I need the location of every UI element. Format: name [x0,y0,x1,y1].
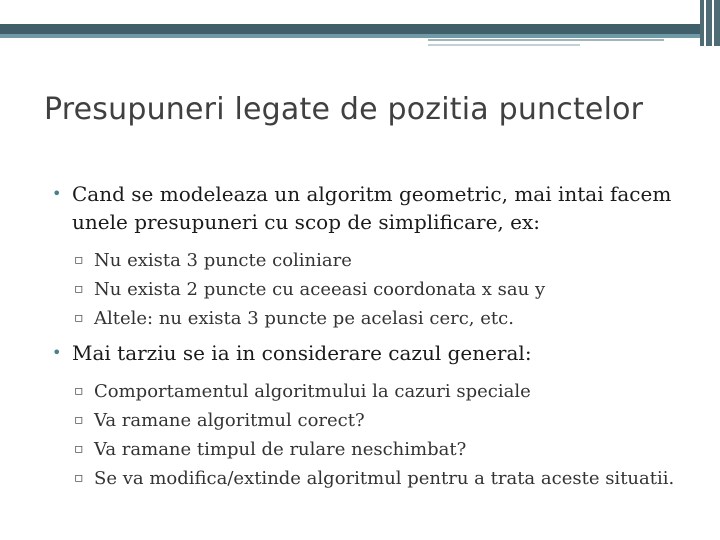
sub-bullet-item [52,275,702,304]
bullet-dot-icon: • [52,343,62,362]
corner-block [700,0,720,46]
sub-bullet-square-icon: ▫ [74,310,84,326]
bullet-text: Mai tarziu se ia in considerare cazul general: [72,341,532,365]
sub-bullet-list [52,246,702,333]
top-accent-line [428,39,664,41]
sub-bullet-square-icon: ▫ [74,281,84,297]
sub-bullet-square-icon: ▫ [74,412,84,428]
sub-bullet-text: Comportamentul algoritmului la cazuri speciale [94,381,531,402]
top-accent-line-short [428,44,580,46]
sub-bullet-text: Va ramane algoritmul corect? [94,410,365,431]
sub-bullet-item [52,304,702,333]
top-bar-teal [0,34,700,38]
slide-content [52,180,702,499]
sub-bullet-text: Se va modifica/extinde algoritmul pentru a trata aceste situatii. [94,468,675,489]
sub-bullet-square-icon: ▫ [74,470,84,486]
bullet-item [52,339,702,367]
slide-title: Presupuneri legate de pozitia punctelor [44,92,644,127]
sub-bullet-item [52,377,702,406]
sub-bullet-item [52,464,702,493]
sub-bullet-item [52,406,702,435]
bullet-item [52,180,702,236]
sub-bullet-text: Altele: nu exista 3 puncte pe acelasi cerc, etc. [94,308,514,329]
sub-bullet-square-icon: ▫ [74,383,84,399]
sub-bullet-text: Nu exista 2 puncte cu aceeasi coordonata x sau y [94,279,546,300]
sub-bullet-item [52,246,702,275]
bullet-text: Cand se modeleaza un algoritm geometric, mai intai facem unele presupuneri cu scop de simplificare, ex: [72,182,672,234]
sub-bullet-square-icon: ▫ [74,252,84,268]
sub-bullet-text: Nu exista 3 puncte coliniare [94,250,352,271]
corner-stripe [704,0,706,46]
corner-stripe [712,0,714,46]
sub-bullet-text: Va ramane timpul de rulare neschimbat? [94,439,467,460]
bullet-dot-icon: • [52,184,62,203]
sub-bullet-item [52,435,702,464]
sub-bullet-list [52,377,702,493]
sub-bullet-square-icon: ▫ [74,441,84,457]
top-bar-dark [0,24,700,34]
